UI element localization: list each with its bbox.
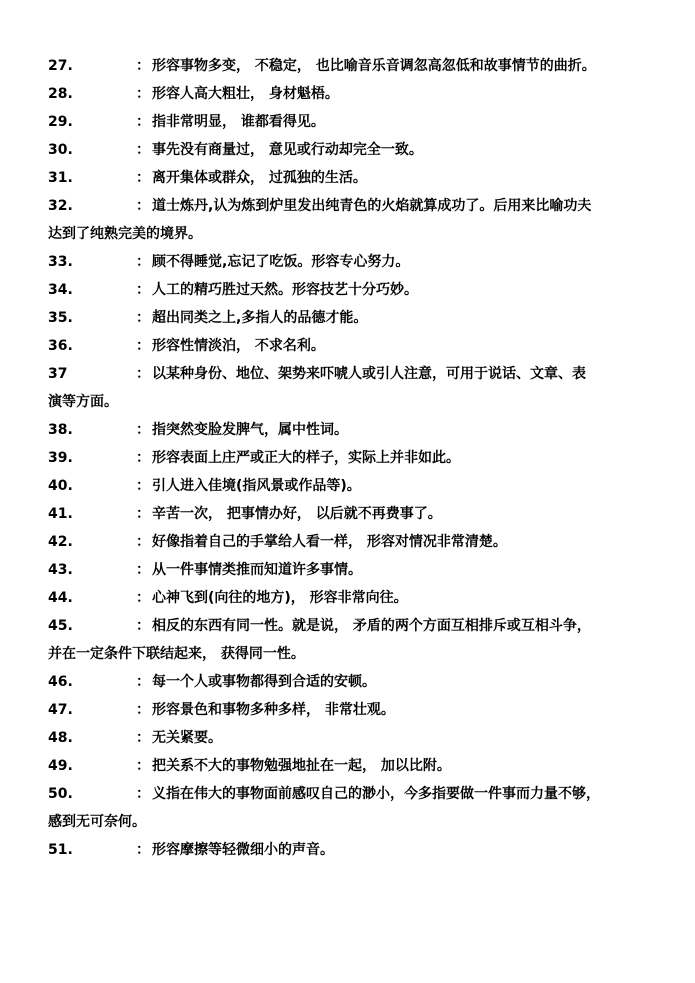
entry-number: 30. (48, 142, 73, 158)
entry-number: 44. (48, 590, 73, 606)
entry-definition (0, 248, 695, 276)
entry-number: 27. (48, 58, 73, 74)
entry-definition (0, 696, 695, 724)
definition-line: 从一件事情类推而知道许多事情。 (152, 562, 362, 578)
entry-colon: ： (136, 366, 150, 382)
definition-line: 感到无可奈何。 (48, 814, 146, 830)
entry-colon: ： (136, 786, 150, 802)
definition-line: 无关紧要。 (152, 730, 222, 746)
definition-line: 事先没有商量过， 意见或行动却完全一致。 (152, 142, 423, 158)
entry-definition (0, 80, 695, 108)
definition-entry (0, 500, 695, 528)
entry-number: 37 (48, 366, 68, 382)
definition-line: 形容事物多变， 不稳定， 也比喻音乐音调忽高忽低和故事情节的曲折。 (152, 58, 596, 74)
entry-colon: ： (136, 422, 150, 438)
definition-entry (0, 696, 695, 724)
entry-definition (0, 276, 695, 304)
entry-number: 47. (48, 702, 73, 718)
entry-colon: ： (136, 254, 150, 270)
definition-entry (0, 780, 695, 836)
entry-definition (0, 780, 695, 836)
definition-line: 超出同类之上,多指人的品德才能。 (152, 310, 368, 326)
entry-colon: ： (136, 114, 150, 130)
definition-entry (0, 304, 695, 332)
definition-line: 每一个人或事物都得到合适的安顿。 (152, 674, 376, 690)
entry-number: 31. (48, 170, 73, 186)
entry-definition (0, 724, 695, 752)
entry-definition (0, 836, 695, 864)
entry-definition (0, 500, 695, 528)
definition-line: 并在一定条件下联结起来， 获得同一性。 (48, 646, 305, 662)
definition-entry (0, 276, 695, 304)
definition-line: 顾不得睡觉,忘记了吃饭。形容专心努力。 (152, 254, 410, 270)
definition-entry (0, 836, 695, 864)
definition-line: 道士炼丹,认为炼到炉里发出纯青色的火焰就算成功了。后用来比喻功夫 (152, 198, 592, 214)
definition-line: 指非常明显， 谁都看得见。 (152, 114, 325, 130)
entry-definition (0, 108, 695, 136)
definition-line: 形容摩擦等轻微细小的声音。 (152, 842, 334, 858)
entry-definition (0, 668, 695, 696)
definition-line: 形容景色和事物多种多样， 非常壮观。 (152, 702, 395, 718)
entry-definition (0, 360, 695, 416)
entry-definition (0, 304, 695, 332)
entry-definition (0, 52, 695, 80)
definition-line: 引人进入佳境(指风景或作品等)。 (152, 478, 361, 494)
definition-line: 相反的东西有同一性。就是说， 矛盾的两个方面互相排斥或互相斗争， (152, 618, 591, 634)
definition-entry (0, 248, 695, 276)
document-body (0, 52, 695, 864)
definition-entry (0, 192, 695, 248)
entry-colon: ： (136, 590, 150, 606)
definition-entry (0, 52, 695, 80)
entry-number: 46. (48, 674, 73, 690)
definition-entry (0, 472, 695, 500)
definition-entry (0, 612, 695, 668)
definition-entry (0, 80, 695, 108)
entry-colon: ： (136, 478, 150, 494)
entry-colon: ： (136, 618, 150, 634)
definition-line: 把关系不大的事物勉强地扯在一起， 加以比附。 (152, 758, 451, 774)
entry-definition (0, 416, 695, 444)
definition-line: 形容表面上庄严或正大的样子，实际上并非如此。 (152, 450, 460, 466)
entry-colon: ： (136, 842, 150, 858)
definition-line: 指突然变脸发脾气，属中性词。 (152, 422, 348, 438)
definition-entry (0, 668, 695, 696)
entry-number: 36. (48, 338, 73, 354)
entry-number: 40. (48, 478, 73, 494)
entry-number: 35. (48, 310, 73, 326)
entry-colon: ： (136, 534, 150, 550)
entry-definition (0, 472, 695, 500)
definition-entry (0, 556, 695, 584)
entry-colon: ： (136, 310, 150, 326)
definition-entry (0, 444, 695, 472)
entry-number: 48. (48, 730, 73, 746)
entry-number: 32. (48, 198, 73, 214)
entry-colon: ： (136, 730, 150, 746)
definition-entry (0, 724, 695, 752)
definition-line: 义指在伟大的事物面前感叹自己的渺小，今多指要做一件事而力量不够， (152, 786, 600, 802)
entry-definition (0, 612, 695, 668)
entry-colon: ： (136, 142, 150, 158)
entry-number: 39. (48, 450, 73, 466)
entry-number: 33. (48, 254, 73, 270)
entry-definition (0, 584, 695, 612)
definition-entry (0, 584, 695, 612)
entry-colon: ： (136, 450, 150, 466)
entry-definition (0, 332, 695, 360)
entry-number: 38. (48, 422, 73, 438)
entry-number: 29. (48, 114, 73, 130)
entry-number: 51. (48, 842, 73, 858)
entry-definition (0, 556, 695, 584)
definition-entry (0, 164, 695, 192)
definition-line: 人工的精巧胜过天然。形容技艺十分巧妙。 (152, 282, 418, 298)
entry-number: 28. (48, 86, 73, 102)
definition-line: 离开集体或群众， 过孤独的生活。 (152, 170, 367, 186)
entry-definition (0, 192, 695, 248)
definition-line: 达到了纯熟完美的境界。 (48, 226, 202, 242)
definition-entry (0, 416, 695, 444)
entry-definition (0, 444, 695, 472)
entry-definition (0, 164, 695, 192)
definition-line: 好像指着自己的手掌给人看一样， 形容对情况非常清楚。 (152, 534, 507, 550)
definition-entry (0, 332, 695, 360)
definition-line: 形容性情淡泊， 不求名利。 (152, 338, 325, 354)
entry-definition (0, 528, 695, 556)
definition-line: 辛苦一次， 把事情办好， 以后就不再费事了。 (152, 506, 442, 522)
entry-number: 41. (48, 506, 73, 522)
definition-entry (0, 136, 695, 164)
entry-colon: ： (136, 282, 150, 298)
entry-number: 45. (48, 618, 73, 634)
definition-line: 演等方面。 (48, 394, 118, 410)
definition-line: 形容人高大粗壮， 身材魁梧。 (152, 86, 339, 102)
entry-colon: ： (136, 702, 150, 718)
definition-line: 心神飞到(向往的地方)， 形容非常向往。 (152, 590, 408, 606)
entry-colon: ： (136, 58, 150, 74)
entry-definition (0, 752, 695, 780)
entry-colon: ： (136, 170, 150, 186)
entry-colon: ： (136, 758, 150, 774)
definition-entry (0, 360, 695, 416)
entry-number: 49. (48, 758, 73, 774)
entry-colon: ： (136, 506, 150, 522)
definition-entry (0, 108, 695, 136)
entry-number: 43. (48, 562, 73, 578)
entry-colon: ： (136, 86, 150, 102)
entry-colon: ： (136, 338, 150, 354)
entry-definition (0, 136, 695, 164)
definition-line: 以某种身份、地位、架势来吓唬人或引人注意，可用于说话、文章、表 (152, 366, 586, 382)
entry-number: 42. (48, 534, 73, 550)
definition-entry (0, 752, 695, 780)
entry-colon: ： (136, 562, 150, 578)
entry-colon: ： (136, 674, 150, 690)
entry-number: 50. (48, 786, 73, 802)
definition-entry (0, 528, 695, 556)
entry-colon: ： (136, 198, 150, 214)
entry-number: 34. (48, 282, 73, 298)
